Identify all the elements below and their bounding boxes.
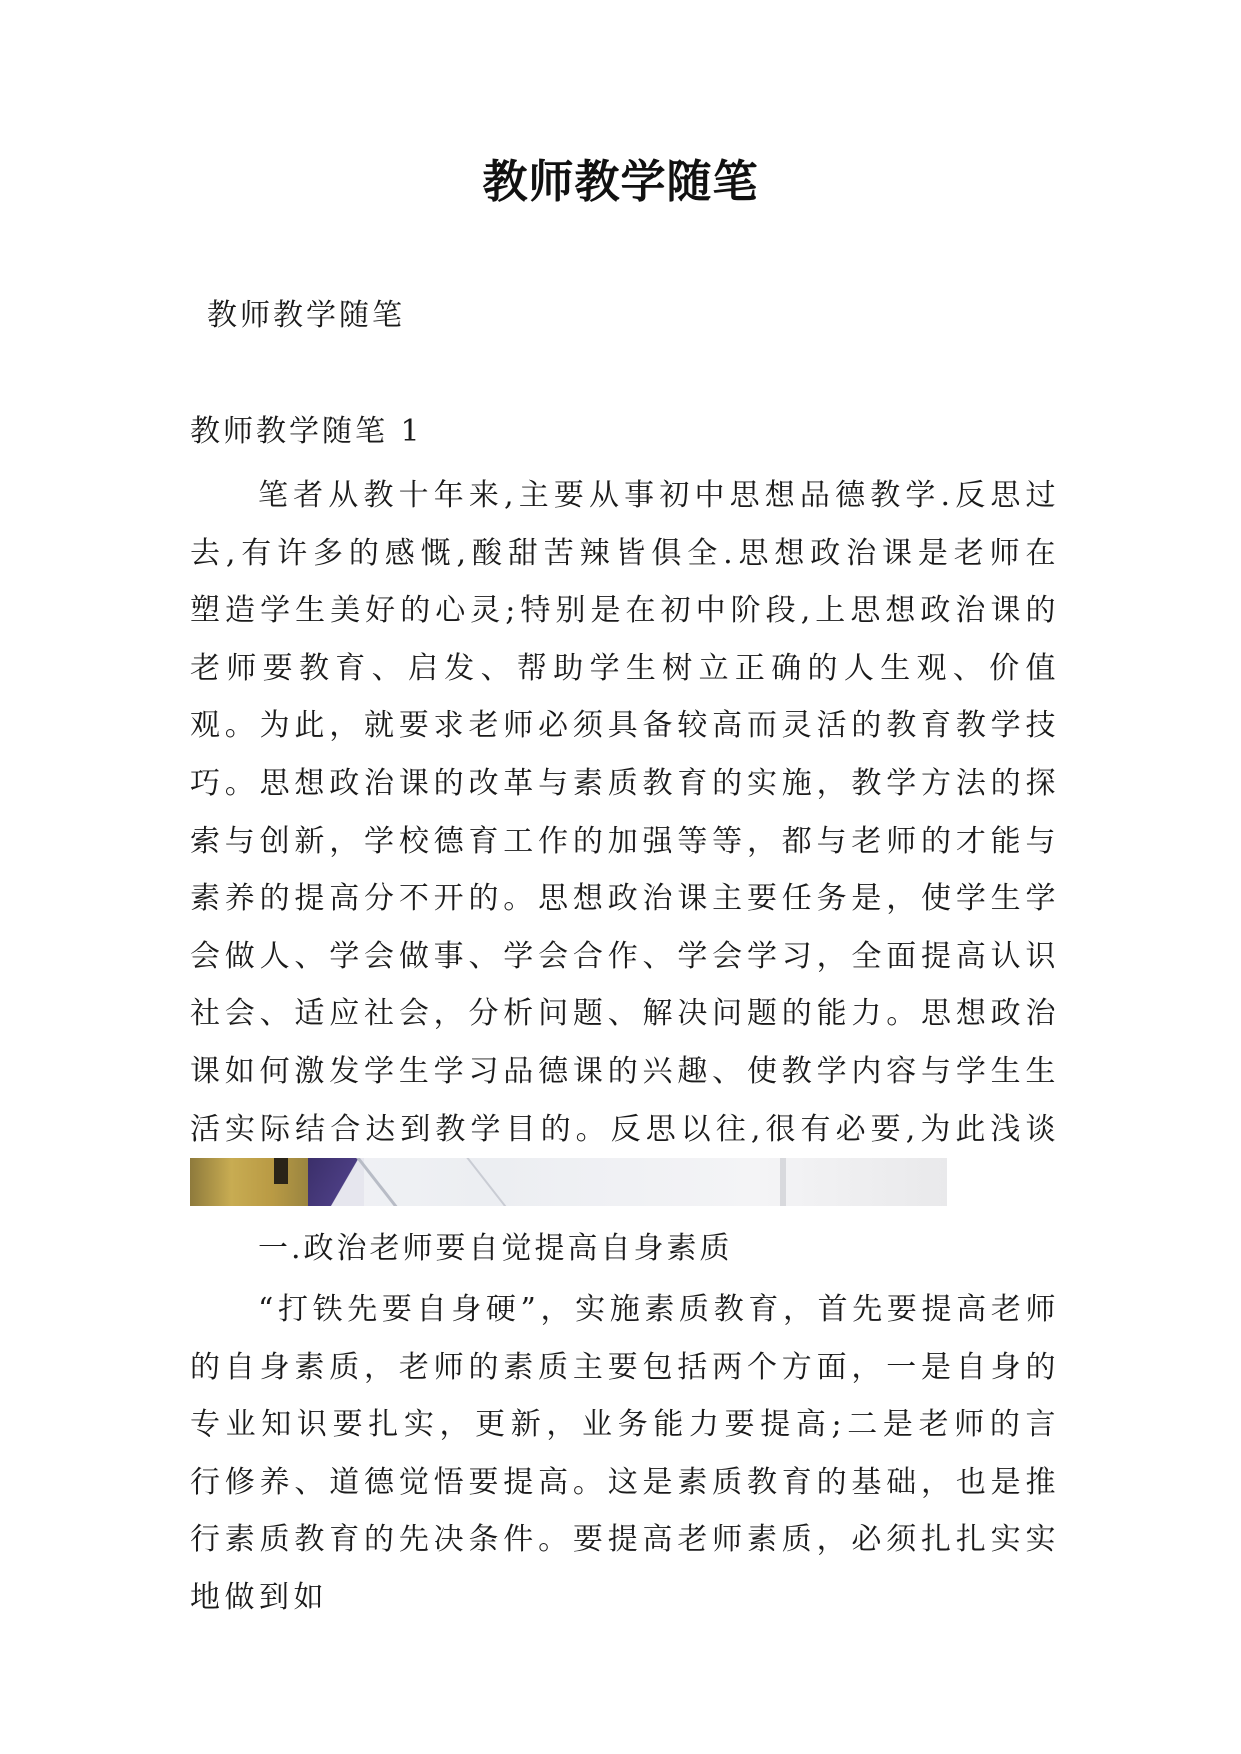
section-1-heading: 一.政治老师要自觉提高自身素质 [258, 1231, 733, 1266]
document-title: 教师教学随笔 [482, 155, 759, 208]
photo-strip [190, 1158, 947, 1206]
body-paragraph: 笔者从教十年来,主要从事初中思想品德教学.反思过去,有许多的感慨,酸甜苦辣皆俱全.思想政治课是老师在塑造学生美好的心灵;特别是在初中阶段,上思想政治课的老师要教育、启发、帮助学生树立正确的人生观、价值观。为此，就要求老师必须具备较高而灵活的教育教学技巧。思想政治课的改革与素质教育的实施，教学方法的探索与创新，学校德育工作的加强等等，都与老师的才能与素养的提高分不开的。思想政治课主要任务是，使学生学会做人、学会做事、学会合作、学会学习，全面提高认识社会、适应社会，分析问题、解决问题的能力。思想政治课如何激发学生学习品德课的兴趣、使教学内容与学生生活实际结合达到教学目的。反思以往,很有必要,为此浅谈 [190, 478, 1060, 1147]
body-paragraph-2: “打铁先要自身硬”，实施素质教育，首先要提高老师的自身素质，老师的素质主要包括两个方面，一是自身的专业知识要扎实，更新，业务能力要提高;二是老师的言行修养、道德觉悟要提高。这是素质教育的基础，也是推行素质教育的先决条件。要提高老师素质，必须扎扎实实地做到如 [190, 1292, 1060, 1615]
section-heading: 教师教学随笔 1 [190, 414, 423, 449]
document-subheading: 教师教学随笔 [207, 298, 405, 333]
